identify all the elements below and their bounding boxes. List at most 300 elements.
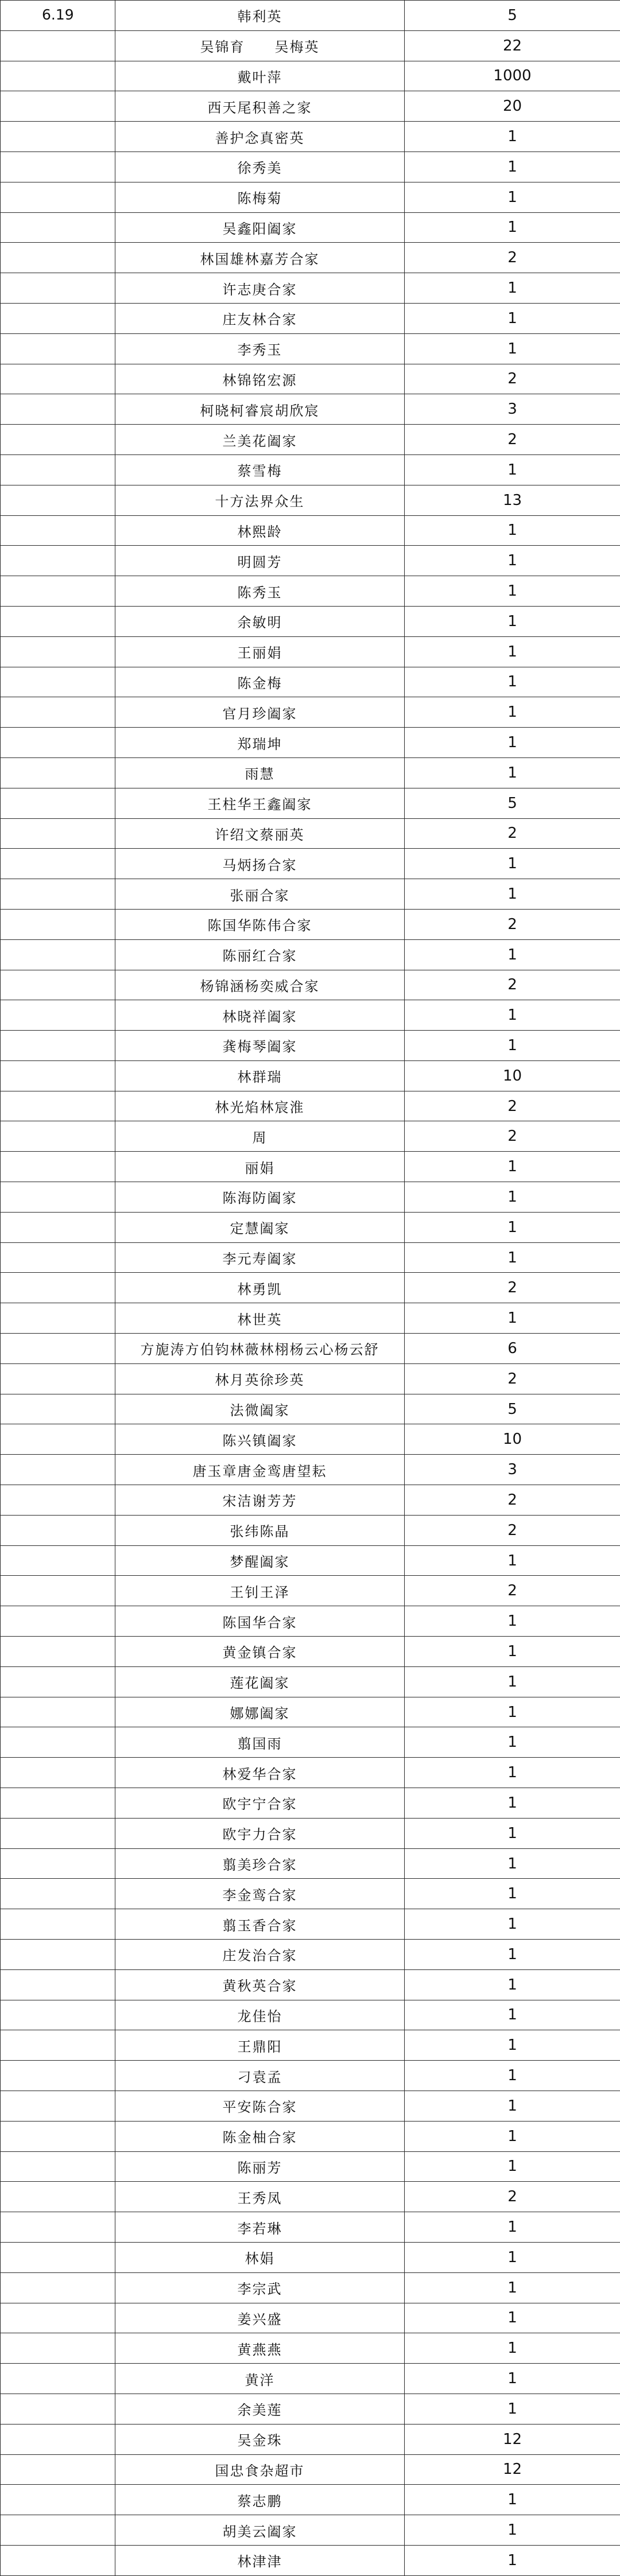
date-cell <box>1 879 115 910</box>
table-row <box>1 273 620 304</box>
table-row <box>1 728 620 758</box>
amount-cell: 2 <box>405 364 620 394</box>
date-cell <box>1 1606 115 1637</box>
table-row <box>1 2151 620 2182</box>
amount-cell: 1 <box>405 757 620 788</box>
table-row <box>1 2485 620 2515</box>
date-cell <box>1 303 115 333</box>
amount-cell: 10 <box>405 1060 620 1091</box>
table-row <box>1 1182 620 1213</box>
date-cell <box>1 91 115 122</box>
date-cell <box>1 425 115 455</box>
date-cell <box>1 2091 115 2121</box>
amount-cell: 1 <box>405 2121 620 2151</box>
donor-name-cell: 翦国雨 <box>115 1727 405 1758</box>
table-row <box>1 333 620 364</box>
date-cell <box>1 1758 115 1788</box>
table-row <box>1 1273 620 1303</box>
donor-name-cell: 戴叶萍 <box>115 61 405 91</box>
date-cell <box>1 1727 115 1758</box>
date-cell <box>1 2000 115 2030</box>
amount-cell: 1 <box>405 1727 620 1758</box>
table-row <box>1 454 620 485</box>
date-cell <box>1 1848 115 1879</box>
amount-cell: 1 <box>405 849 620 879</box>
date-cell <box>1 1637 115 1667</box>
amount-cell: 2 <box>405 1576 620 1606</box>
table-row <box>1 1576 620 1606</box>
amount-cell: 6 <box>405 1334 620 1364</box>
donor-name-cell: 徐秀美 <box>115 151 405 182</box>
donor-name-cell: 陈金梅 <box>115 667 405 697</box>
amount-cell: 2 <box>405 1121 620 1152</box>
date-cell <box>1 2364 115 2394</box>
amount-cell: 2 <box>405 1363 620 1394</box>
amount-cell: 1 <box>405 2030 620 2061</box>
donor-name-cell: 余美莲 <box>115 2394 405 2424</box>
amount-cell: 1 <box>405 1212 620 1242</box>
table-row <box>1 2212 620 2243</box>
donor-name-cell: 陈丽芳 <box>115 2151 405 2182</box>
amount-cell: 1 <box>405 454 620 485</box>
amount-cell: 12 <box>405 2454 620 2485</box>
table-row <box>1 1303 620 1334</box>
donor-name-cell: 王钊王泽 <box>115 1576 405 1606</box>
date-cell <box>1 909 115 939</box>
amount-cell: 1 <box>405 515 620 546</box>
donor-name-cell: 林爱华合家 <box>115 1758 405 1788</box>
date-cell <box>1 182 115 212</box>
table-row <box>1 1909 620 1940</box>
date-cell <box>1 2151 115 2182</box>
amount-cell: 1 <box>405 1940 620 1970</box>
table-row <box>1 697 620 728</box>
table-row <box>1 1152 620 1182</box>
amount-cell: 5 <box>405 788 620 818</box>
donor-name-cell: 林勇凯 <box>115 1273 405 1303</box>
donor-name-cell: 翦美珍合家 <box>115 1848 405 1879</box>
date-cell <box>1 1242 115 1273</box>
amount-cell: 1 <box>405 1879 620 1909</box>
amount-cell: 1 <box>405 333 620 364</box>
date-cell <box>1 1031 115 1061</box>
amount-cell: 1 <box>405 1242 620 1273</box>
amount-cell: 1 <box>405 1303 620 1334</box>
table-row <box>1 1606 620 1637</box>
donor-name-cell: 刁袁孟 <box>115 2061 405 2091</box>
donor-name-cell: 西天尾积善之家 <box>115 91 405 122</box>
date-cell <box>1 788 115 818</box>
amount-cell: 1 <box>405 606 620 636</box>
donor-name-cell: 李金鸾合家 <box>115 1879 405 1909</box>
date-cell <box>1 1515 115 1545</box>
date-cell <box>1 1788 115 1819</box>
table-row <box>1 2272 620 2303</box>
donor-name-cell: 林娟 <box>115 2242 405 2272</box>
date-cell <box>1 2061 115 2091</box>
amount-cell: 1 <box>405 1788 620 1819</box>
date-cell <box>1 485 115 515</box>
amount-cell: 13 <box>405 485 620 515</box>
amount-cell: 1 <box>405 667 620 697</box>
date-cell <box>1 2333 115 2364</box>
amount-cell: 1 <box>405 2091 620 2121</box>
donor-name-cell: 吴金珠 <box>115 2424 405 2454</box>
table-row <box>1 849 620 879</box>
date-cell <box>1 1485 115 1516</box>
table-row <box>1 2030 620 2061</box>
amount-cell: 22 <box>405 30 620 61</box>
donor-name-cell: 庄发治合家 <box>115 1940 405 1970</box>
donor-name-cell: 陈秀玉 <box>115 576 405 607</box>
donor-name-cell: 陈海防阖家 <box>115 1182 405 1213</box>
table-row <box>1 939 620 970</box>
date-cell <box>1 849 115 879</box>
amount-cell: 1 <box>405 273 620 304</box>
donor-name-cell: 王秀凤 <box>115 2182 405 2212</box>
table-row <box>1 1788 620 1819</box>
table-row <box>1 546 620 576</box>
donor-name-cell: 梦醒阖家 <box>115 1545 405 1576</box>
amount-cell: 2 <box>405 818 620 849</box>
donor-name-cell: 明圆芳 <box>115 546 405 576</box>
amount-cell: 1 <box>405 212 620 243</box>
table-row <box>1 425 620 455</box>
table-row <box>1 151 620 182</box>
table-row <box>1 2394 620 2424</box>
table-row <box>1 91 620 122</box>
table-row <box>1 1212 620 1242</box>
date-cell <box>1 61 115 91</box>
donor-name-cell: 雨慧 <box>115 757 405 788</box>
date-cell <box>1 2182 115 2212</box>
donor-name-cell: 陈丽红合家 <box>115 939 405 970</box>
date-cell <box>1 1000 115 1031</box>
table-row <box>1 1394 620 1424</box>
donor-name-cell: 龙佳怡 <box>115 2000 405 2030</box>
table-row <box>1 1818 620 1848</box>
amount-cell: 1 <box>405 2212 620 2243</box>
donor-name-cell: 黄秋英合家 <box>115 1969 405 2000</box>
amount-cell: 2 <box>405 970 620 1000</box>
table-row <box>1 2364 620 2394</box>
date-cell <box>1 394 115 425</box>
donor-name-cell: 陈梅菊 <box>115 182 405 212</box>
table-row <box>1 2182 620 2212</box>
donor-name-cell: 林世英 <box>115 1303 405 1334</box>
date-cell <box>1 970 115 1000</box>
donor-name-cell: 兰美花阖家 <box>115 425 405 455</box>
table-row <box>1 1455 620 1485</box>
amount-cell: 3 <box>405 394 620 425</box>
date-cell <box>1 667 115 697</box>
date-cell <box>1 151 115 182</box>
table-row <box>1 1000 620 1031</box>
date-cell <box>1 1363 115 1394</box>
table-row <box>1 1242 620 1273</box>
donor-name-cell: 吴锦育 吴梅英 <box>115 30 405 61</box>
table-row <box>1 2424 620 2454</box>
table-row <box>1 212 620 243</box>
amount-cell: 1 <box>405 1818 620 1848</box>
date-cell <box>1 1212 115 1242</box>
date-cell <box>1 1303 115 1334</box>
amount-cell: 2 <box>405 1091 620 1121</box>
table-row <box>1 30 620 61</box>
date-cell <box>1 2454 115 2485</box>
amount-cell: 1 <box>405 2000 620 2030</box>
amount-cell: 1 <box>405 2333 620 2364</box>
amount-cell: 1 <box>405 2485 620 2515</box>
donor-name-cell: 唐玉章唐金鸾唐望耘 <box>115 1455 405 1485</box>
donor-name-cell: 欧宇宁合家 <box>115 1788 405 1819</box>
date-cell <box>1 2424 115 2454</box>
table-row <box>1 1334 620 1364</box>
amount-cell: 1 <box>405 1152 620 1182</box>
amount-cell: 1 <box>405 1969 620 2000</box>
amount-cell: 1 <box>405 1606 620 1637</box>
donor-name-cell: 张纬陈晶 <box>115 1515 405 1545</box>
date-cell: 6.19 <box>1 1 115 31</box>
amount-cell: 5 <box>405 1394 620 1424</box>
date-cell <box>1 364 115 394</box>
date-cell <box>1 697 115 728</box>
date-cell <box>1 1091 115 1121</box>
date-cell <box>1 2394 115 2424</box>
donor-name-cell: 柯晓柯睿宸胡欣宸 <box>115 394 405 425</box>
date-cell <box>1 515 115 546</box>
amount-cell: 2 <box>405 2182 620 2212</box>
amount-cell: 2 <box>405 1273 620 1303</box>
date-cell <box>1 1818 115 1848</box>
date-cell <box>1 2545 115 2575</box>
table-row <box>1 667 620 697</box>
table-row <box>1 636 620 667</box>
donor-name-cell: 方旎涛方伯钧林薇林栩杨云心杨云舒 <box>115 1334 405 1364</box>
table-row <box>1 1515 620 1545</box>
date-cell <box>1 1182 115 1213</box>
date-cell <box>1 122 115 152</box>
donor-name-cell: 姜兴盛 <box>115 2303 405 2333</box>
donor-name-cell: 吴鑫阳阖家 <box>115 212 405 243</box>
table-row <box>1 2545 620 2575</box>
table-row <box>1 2121 620 2151</box>
amount-cell: 1 <box>405 122 620 152</box>
table-row <box>1 1 620 31</box>
table-row <box>1 879 620 910</box>
table-row <box>1 1121 620 1152</box>
amount-cell: 1 <box>405 1637 620 1667</box>
table-row <box>1 757 620 788</box>
date-cell <box>1 2303 115 2333</box>
amount-cell: 1 <box>405 2151 620 2182</box>
amount-cell: 1 <box>405 576 620 607</box>
donor-name-cell: 林光焰林宸淮 <box>115 1091 405 1121</box>
date-cell <box>1 2272 115 2303</box>
date-cell <box>1 1152 115 1182</box>
table-row <box>1 818 620 849</box>
date-cell <box>1 2212 115 2243</box>
amount-cell: 1 <box>405 697 620 728</box>
donor-name-cell: 胡美云阖家 <box>115 2515 405 2546</box>
date-cell <box>1 546 115 576</box>
donor-name-cell: 李宗武 <box>115 2272 405 2303</box>
amount-cell: 2 <box>405 909 620 939</box>
date-cell <box>1 818 115 849</box>
date-cell <box>1 1273 115 1303</box>
amount-cell: 12 <box>405 2424 620 2454</box>
table-row <box>1 1637 620 1667</box>
amount-cell: 20 <box>405 91 620 122</box>
date-cell <box>1 636 115 667</box>
donor-name-cell: 十方法界众生 <box>115 485 405 515</box>
donor-name-cell: 林月英徐珍英 <box>115 1363 405 1394</box>
donor-name-cell: 国忠食杂超市 <box>115 2454 405 2485</box>
amount-cell: 1 <box>405 2394 620 2424</box>
date-cell <box>1 1545 115 1576</box>
donor-name-cell: 定慧阖家 <box>115 1212 405 1242</box>
amount-cell: 1 <box>405 2303 620 2333</box>
donor-name-cell: 张丽合家 <box>115 879 405 910</box>
date-cell <box>1 576 115 607</box>
table-row <box>1 364 620 394</box>
donor-name-cell: 莲花阖家 <box>115 1666 405 1697</box>
amount-cell: 5 <box>405 1 620 31</box>
amount-cell: 1 <box>405 2515 620 2546</box>
donor-name-cell: 陈国华合家 <box>115 1606 405 1637</box>
amount-cell: 1 <box>405 1182 620 1213</box>
amount-cell: 2 <box>405 1515 620 1545</box>
donor-name-cell: 庄友林合家 <box>115 303 405 333</box>
table-row <box>1 303 620 333</box>
amount-cell: 1 <box>405 1848 620 1879</box>
donor-name-cell: 平安陈合家 <box>115 2091 405 2121</box>
date-cell <box>1 1455 115 1485</box>
table-row <box>1 1758 620 1788</box>
amount-cell: 1 <box>405 728 620 758</box>
table-row <box>1 2242 620 2272</box>
amount-cell: 10 <box>405 1424 620 1455</box>
table-row <box>1 122 620 152</box>
donor-name-cell: 余敏明 <box>115 606 405 636</box>
donor-name-cell: 林津津 <box>115 2545 405 2575</box>
amount-cell: 1 <box>405 2364 620 2394</box>
date-cell <box>1 2515 115 2546</box>
donor-name-cell: 王柱华王鑫阖家 <box>115 788 405 818</box>
date-cell <box>1 212 115 243</box>
amount-cell: 2 <box>405 1485 620 1516</box>
date-cell <box>1 2242 115 2272</box>
date-cell <box>1 2485 115 2515</box>
date-cell <box>1 1879 115 1909</box>
date-cell <box>1 1334 115 1364</box>
table-row <box>1 606 620 636</box>
table-row <box>1 1060 620 1091</box>
date-cell <box>1 1697 115 1727</box>
table-row <box>1 2454 620 2485</box>
date-cell <box>1 454 115 485</box>
table-row <box>1 394 620 425</box>
table-row <box>1 182 620 212</box>
date-cell <box>1 1940 115 1970</box>
date-cell <box>1 1576 115 1606</box>
table-row <box>1 1727 620 1758</box>
amount-cell: 1 <box>405 1545 620 1576</box>
table-row <box>1 576 620 607</box>
donor-name-cell: 李若琳 <box>115 2212 405 2243</box>
table-row <box>1 1545 620 1576</box>
date-cell <box>1 1121 115 1152</box>
table-row <box>1 1031 620 1061</box>
donor-name-cell: 黄燕燕 <box>115 2333 405 2364</box>
donor-name-cell: 郑瑞坤 <box>115 728 405 758</box>
amount-cell: 1 <box>405 182 620 212</box>
donor-name-cell: 陈兴镇阖家 <box>115 1424 405 1455</box>
donor-name-cell: 黄洋 <box>115 2364 405 2394</box>
date-cell <box>1 1060 115 1091</box>
table-row <box>1 1485 620 1516</box>
donor-name-cell: 翦玉香合家 <box>115 1909 405 1940</box>
table-row <box>1 2061 620 2091</box>
date-cell <box>1 2030 115 2061</box>
amount-cell: 2 <box>405 243 620 273</box>
donor-name-cell: 林群瑞 <box>115 1060 405 1091</box>
table-row <box>1 515 620 546</box>
donor-name-cell: 韩利英 <box>115 1 405 31</box>
table-row <box>1 485 620 515</box>
donor-name-cell: 陈国华陈伟合家 <box>115 909 405 939</box>
table-row <box>1 1424 620 1455</box>
donor-name-cell: 法微阖家 <box>115 1394 405 1424</box>
date-cell <box>1 1969 115 2000</box>
date-cell <box>1 1909 115 1940</box>
donor-name-cell: 龚梅琴阖家 <box>115 1031 405 1061</box>
table-row <box>1 970 620 1000</box>
donation-table-body <box>1 1 620 2576</box>
table-row <box>1 1363 620 1394</box>
donor-name-cell: 丽娟 <box>115 1152 405 1182</box>
amount-cell: 1 <box>405 1758 620 1788</box>
date-cell <box>1 333 115 364</box>
donor-name-cell: 黄金镇合家 <box>115 1637 405 1667</box>
table-row <box>1 1697 620 1727</box>
amount-cell: 1 <box>405 1666 620 1697</box>
donor-name-cell: 官月珍阖家 <box>115 697 405 728</box>
amount-cell: 1 <box>405 2061 620 2091</box>
amount-cell: 1 <box>405 2242 620 2272</box>
donor-name-cell: 王鼎阳 <box>115 2030 405 2061</box>
table-row <box>1 1879 620 1909</box>
donor-name-cell: 许志庚合家 <box>115 273 405 304</box>
donor-name-cell: 许绍文蔡丽英 <box>115 818 405 849</box>
date-cell <box>1 30 115 61</box>
table-row <box>1 243 620 273</box>
date-cell <box>1 273 115 304</box>
table-row <box>1 1848 620 1879</box>
table-row <box>1 1969 620 2000</box>
amount-cell: 1 <box>405 1031 620 1061</box>
table-row <box>1 1666 620 1697</box>
table-row <box>1 788 620 818</box>
donor-name-cell: 杨锦涵杨奕威合家 <box>115 970 405 1000</box>
amount-cell: 1 <box>405 879 620 910</box>
date-cell <box>1 1424 115 1455</box>
date-cell <box>1 1394 115 1424</box>
donor-name-cell: 陈金柚合家 <box>115 2121 405 2151</box>
table-row <box>1 909 620 939</box>
table-row <box>1 2000 620 2030</box>
donor-name-cell: 马炳扬合家 <box>115 849 405 879</box>
